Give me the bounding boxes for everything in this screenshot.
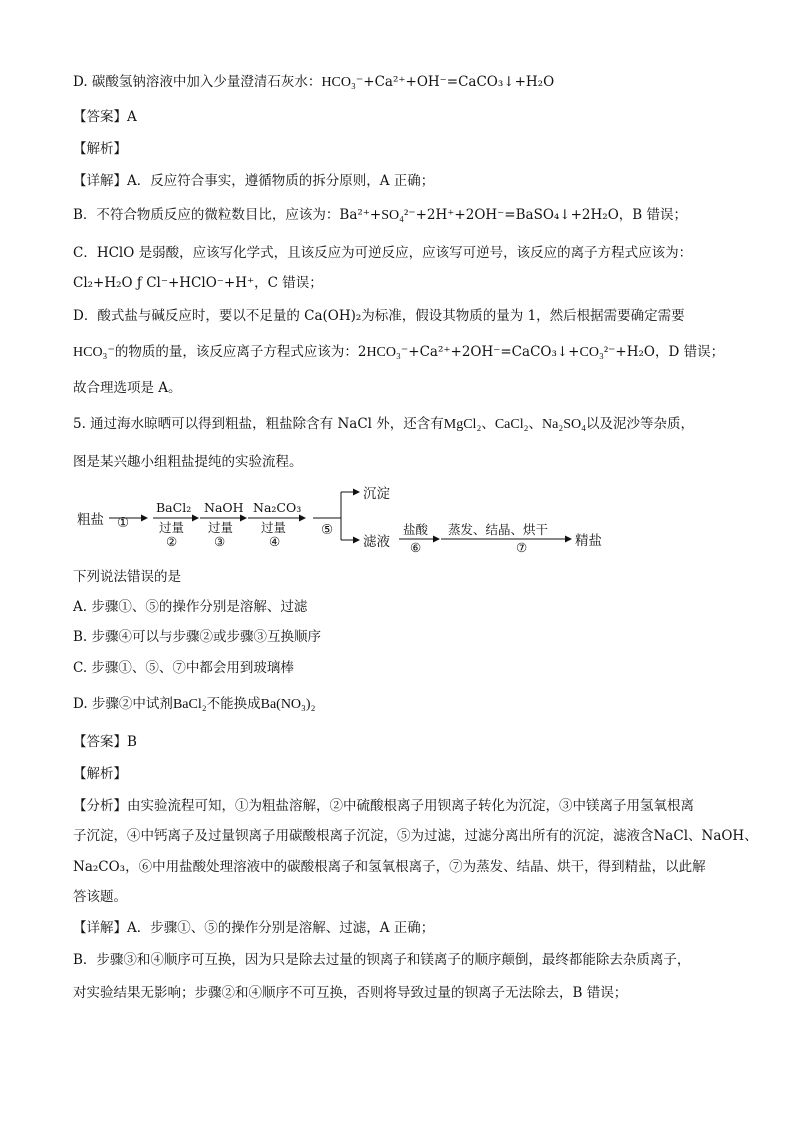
option-d-equation: +Ca²⁺+OH⁻=CaCO₃↓+H₂O <box>363 74 555 90</box>
answer-row-1 <box>73 107 137 127</box>
option-d-part2: 不能换成 <box>206 696 261 712</box>
option-d <box>73 694 315 715</box>
separator: 、 <box>481 416 495 432</box>
detail-line-b: B．步骤③和④顺序可互换，因为只是除去过量的钡离子和镁离子的顺序颠倒，最终都能除去杂质离子， <box>73 952 691 968</box>
question-5-part2: 以及泥沙等杂质， <box>585 416 694 432</box>
so4-formula: SO₄²⁻ <box>381 208 416 223</box>
conclusion: 故合理选项是 A。 <box>73 380 182 396</box>
answer-label: 【答案】 <box>73 734 127 750</box>
detail-line-b2: 对实验结果无影响；步骤②和④顺序不可互换，否则将导致过量的钡离子无法除去，B 错误； <box>73 985 628 1001</box>
answer-row-2 <box>73 732 137 752</box>
reagent-naoh: NaOH <box>204 500 244 515</box>
detail-d: D．酸式盐与碱反应时，要以不足量的 Ca(OH)₂为标准，假设其物质的量为 1，然后根据需要确定需要 <box>73 308 685 324</box>
step-5-marker: ⑤ <box>321 522 334 538</box>
option-b: B. 步骤④可以与步骤②或步骤③互换顺序 <box>73 629 322 645</box>
detail-c-equation: Cl₂+H₂O ƒ Cl⁻+HClO⁻+H⁺，C 错误； <box>73 275 323 291</box>
step-4-marker: ④ <box>269 534 281 549</box>
analysis-line-1: 【分析】由实验流程可知，①为粗盐溶解，②中硫酸根离子用钡离子转化为沉淀，③中镁离子用氢氧根离 <box>73 798 694 814</box>
answer-label: 【答案】 <box>73 109 127 125</box>
crude-salt-label: 粗盐 <box>77 512 104 528</box>
step-7-marker: ⑦ <box>516 540 528 555</box>
reagent-na2co3: Na₂CO₃ <box>253 500 302 515</box>
detail-b <box>73 205 687 226</box>
step-1-marker: ① <box>117 515 130 531</box>
separator: 、 <box>528 416 542 432</box>
hco3-formula: HCO₃⁻ <box>321 75 364 90</box>
option-a: A. 步骤①、⑤的操作分别是溶解、过滤 <box>73 599 308 615</box>
evaporation-label: 蒸发、结晶、烘干 <box>448 522 549 537</box>
precipitate-label: 沉淀 <box>363 486 390 502</box>
hco3-formula: HCO₃⁻ <box>366 345 409 360</box>
hco3-formula: HCO₃⁻ <box>73 345 115 360</box>
analysis-label: 【解析】 <box>73 141 127 157</box>
question-5-part3: 图是某兴趣小组粗盐提纯的实验流程。 <box>73 454 303 470</box>
step-2-marker: ② <box>166 534 178 549</box>
detail-d-equation <box>73 342 724 363</box>
reagent-bacl2: BaCl₂ <box>156 500 192 515</box>
question-5-prompt: 下列说法错误的是 <box>73 569 181 585</box>
detail-d-part1: 的物质的量，该反应离子方程式应该为：2 <box>114 344 367 360</box>
step-6-marker: ⑥ <box>410 540 422 555</box>
analysis-line-4: 答该题。 <box>73 889 127 905</box>
detail-b-part1: B．不符合物质反应的微粒数目比，应该为：Ba²⁺+ <box>73 207 382 223</box>
question-5-part1: 5. 通过海水晾晒可以得到粗盐，粗盐除含有 NaCl 外，还含有 <box>73 416 444 432</box>
detail-b-part2: +2H⁺+2OH⁻=BaSO₄↓+2H₂O，B 错误； <box>415 207 687 223</box>
filtrate-label: 滤液 <box>363 534 390 550</box>
detail-d-part3: +H₂O，D 错误； <box>615 344 725 360</box>
analysis-line-3: Na₂CO₃，⑥中用盐酸处理溶液中的碳酸根离子和氢氧根离子，⑦为蒸发、结晶、烘干，得到精盐，以此解 <box>73 859 706 875</box>
analysis-line-2: 子沉淀，④中钙离子及过量钡离子用碳酸根离子沉淀，⑤为过滤，过滤分离出所有的沉淀，滤液含NaCl、NaOH、 <box>73 828 758 844</box>
detail-line-a: 【详解】A．步骤①、⑤的操作分别是溶解、过滤，A 正确； <box>73 920 435 936</box>
flow-arrows <box>73 478 613 550</box>
option-d-text: D. 碳酸氢钠溶液中加入少量澄清石灰水： <box>73 74 322 90</box>
na2so4-formula: Na₂SO₄ <box>542 417 586 432</box>
answer-value: B <box>127 734 137 750</box>
bano3-formula: Ba(NO₃)₂ <box>260 697 316 712</box>
detail-a: 【详解】A．反应符合事实，遵循物质的拆分原则，A 正确； <box>73 173 435 189</box>
answer-value: A <box>127 109 137 125</box>
reagent-na2co3-excess: 过量 <box>261 520 287 535</box>
option-d-part1: D. 步骤②中试剂 <box>73 696 173 712</box>
co3-formula: CO₃²⁻ <box>579 345 616 360</box>
analysis-label: 【解析】 <box>73 766 127 782</box>
mgcl2-formula: MgCl₂ <box>443 417 482 432</box>
option-d-prev <box>73 72 554 93</box>
step-3-marker: ③ <box>214 534 226 549</box>
detail-c: C．HClO 是弱酸，应该写化学式，且该反应为可逆反应，应该写可逆号，该反应的离子方程式应该为： <box>73 245 693 261</box>
process-flow-diagram <box>73 478 613 555</box>
detail-d-part2: +Ca²⁺+2OH⁻=CaCO₃↓+ <box>408 344 580 360</box>
reagent-bacl2-excess: 过量 <box>159 520 185 535</box>
reagent-naoh-excess: 过量 <box>208 520 234 535</box>
question-5-stem <box>73 414 694 435</box>
refined-salt-label: 精盐 <box>575 533 602 549</box>
cacl2-formula: CaCl₂ <box>494 417 529 432</box>
bacl2-formula: BaCl₂ <box>172 697 207 712</box>
option-c: C. 步骤①、⑤、⑦中都会用到玻璃棒 <box>73 660 294 676</box>
reagent-hcl: 盐酸 <box>403 522 429 537</box>
